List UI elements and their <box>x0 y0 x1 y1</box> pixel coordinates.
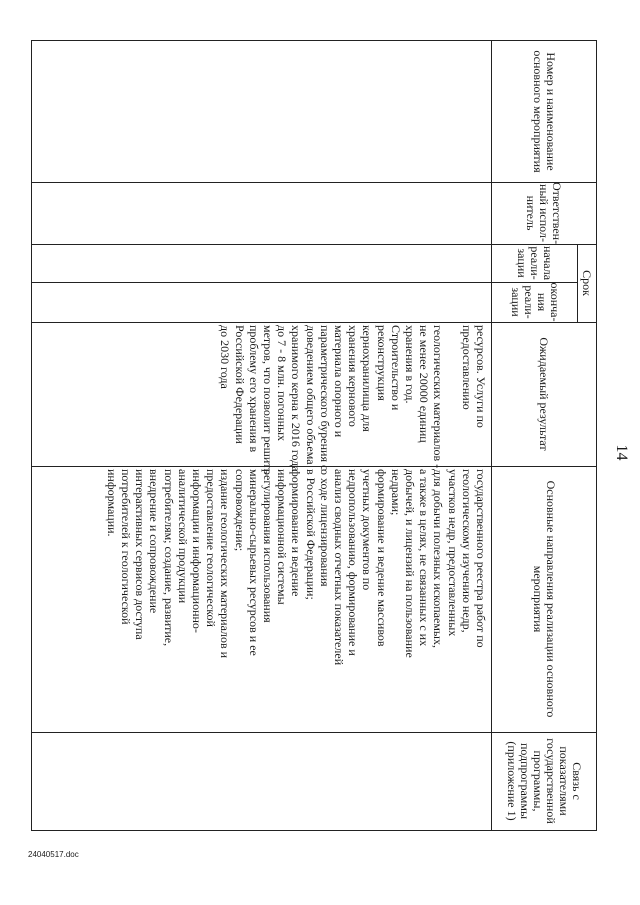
result-line: Строительство и <box>388 325 403 411</box>
directions-line: аналитической продукции <box>175 469 190 604</box>
header-end: оконча-ния реали-зации <box>509 282 562 322</box>
directions-line: сопровождение; <box>232 469 247 552</box>
directions-line: информации. <box>104 469 119 537</box>
directions-line: недрами; <box>388 469 403 516</box>
result-line: Российской Федерации <box>232 325 247 444</box>
header-number-name: Номер и наименование основного мероприятия <box>531 50 558 173</box>
directions-line: для добычи полезных ископаемых, <box>431 469 446 648</box>
directions-line: анализ сводных отчетных показателей <box>331 469 346 666</box>
result-line: материала опорного и <box>331 325 346 438</box>
header-responsible: Ответствен-ный испол-нитель <box>524 181 565 245</box>
result-line: проблему его хранения в <box>246 325 261 453</box>
directions-line: государственного реестра работ по <box>474 469 488 648</box>
directions-line: информации и информационно- <box>189 469 204 633</box>
directions-line: потребителей к геологической <box>118 469 133 625</box>
directions-line: в Российской Федерации; <box>303 469 318 600</box>
directions-line: интерактивных сервисов доступа <box>133 469 148 640</box>
result-line: геологических материалов - <box>431 325 446 469</box>
directions-line: потребителям; создание, развитие, <box>161 469 176 647</box>
result-line: хранения кернового <box>346 325 361 427</box>
result-line: предоставлению <box>459 325 474 410</box>
page-number: 14 <box>613 444 630 461</box>
directions-line: издание геологических материалов и <box>218 469 233 659</box>
result-line: ресурсов. Услуги по <box>474 325 488 428</box>
result-line: доведением общего объема <box>303 325 318 465</box>
result-line: метров, что позволит решить <box>260 325 275 475</box>
result-line: не менее 20000 единиц <box>417 325 432 443</box>
directions-line: добычей, и лицензий на пользование <box>402 469 417 658</box>
directions-line: регулирования использования <box>260 469 275 623</box>
result-line: до 7 - 8 млн. погонных <box>275 325 290 442</box>
header-srok: Срок <box>580 270 595 296</box>
directions-line: предоставление геологической <box>204 469 219 627</box>
doc-filename: 24040517.doc <box>28 850 79 859</box>
footer-strip <box>28 850 628 900</box>
directions-line: участков недр, предоставленных <box>445 469 460 637</box>
directions-line: геологическому изучению недр, <box>459 469 474 633</box>
expected-result-text <box>218 325 488 475</box>
directions-line: о ходе лицензирования <box>317 469 332 587</box>
directions-line: формирование и ведение <box>289 469 304 597</box>
directions-line: недропользованию, формирование и <box>346 469 361 656</box>
result-line <box>445 325 459 465</box>
directions-line: информационной системы <box>275 469 290 605</box>
directions-line: формирование и ведение массивов <box>374 469 389 647</box>
directions-text <box>105 469 488 731</box>
result-line: до 2030 года <box>218 325 233 389</box>
result-line: хранения в год. <box>402 325 417 404</box>
result-line: хранимого керна к 2016 года <box>289 325 304 472</box>
header-link-indicators: Связь с показателями государственной программы, подпрограммы (приложение 1) <box>505 738 584 824</box>
header-expected-result: Ожидаемый результат <box>537 337 552 451</box>
header-start: начала реали-зации <box>515 245 556 281</box>
header-directions: Основные направления реализации основного мероприятия <box>531 480 558 718</box>
result-line: кернохранилища для <box>360 325 375 432</box>
directions-line: внедрение и сопровождение <box>147 469 162 614</box>
result-line: реконструкция <box>374 325 389 401</box>
directions-line: учетных документов по <box>360 469 375 591</box>
directions-line: минерально-сырьевых ресурсов и ее <box>246 469 261 656</box>
directions-line: а также в целях, не связанных с их <box>417 469 432 647</box>
table <box>31 40 597 831</box>
result-line: параметрического бурения с <box>317 325 332 471</box>
